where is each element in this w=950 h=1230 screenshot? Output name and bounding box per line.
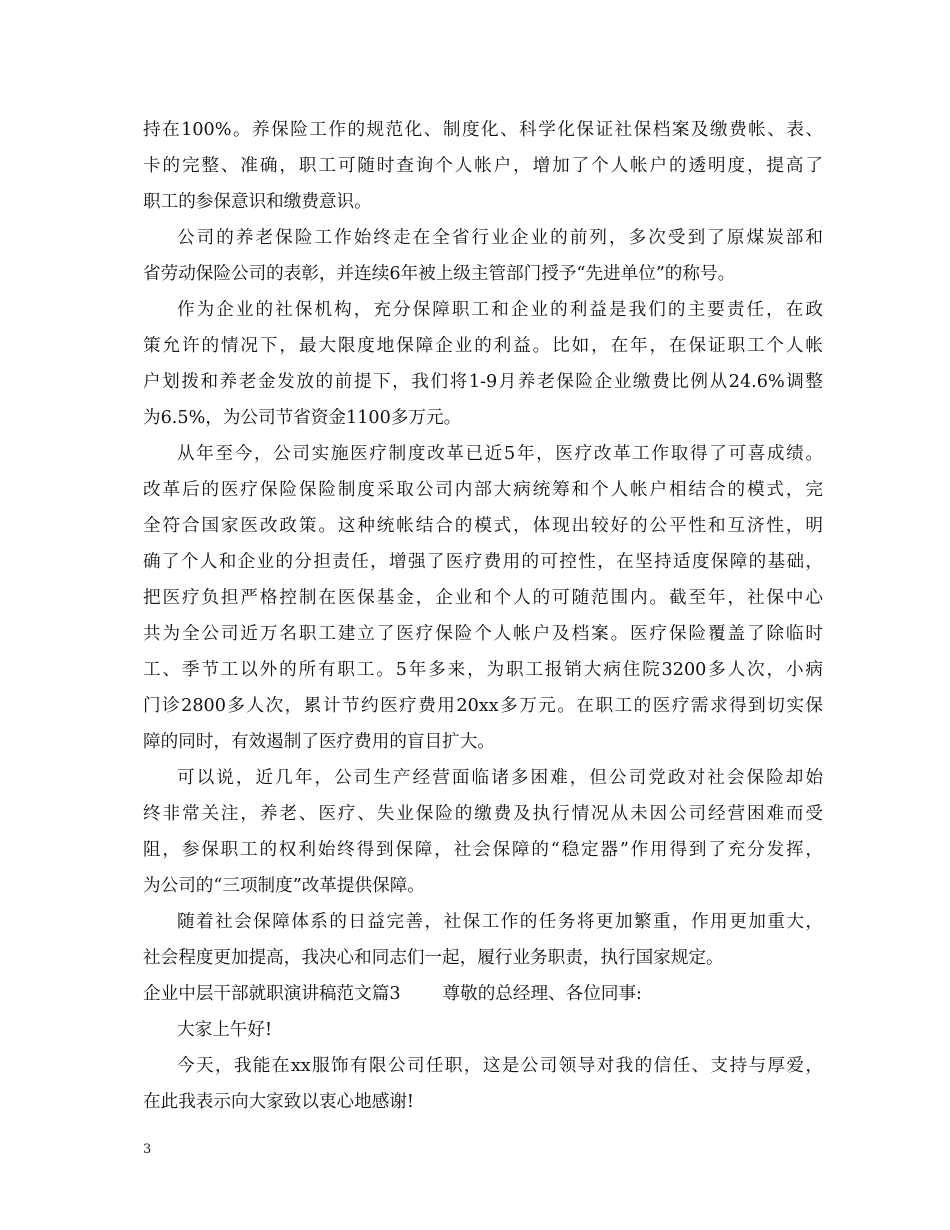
paragraph-6 [143, 904, 823, 976]
text-line: 公司的养老保险工作始终走在全省行业企业的前列，多次受到了原煤炭部和 [177, 228, 823, 248]
text-line: 全符合国家医改政策。这种统帐结合的模式，体现出较好的公平性和互济性，明 [143, 516, 823, 536]
text-line: 为公司的“三项制度”改革提供保障。 [143, 876, 425, 896]
text-line: 在此我表示向大家致以衷心地感谢! [143, 1092, 414, 1112]
greeting: 大家上午好! [177, 1020, 273, 1040]
paragraph-2 [143, 220, 823, 292]
text-line: 今天，我能在xx服饰有限公司任职，这是公司领导对我的信任、支持与厚爱， [177, 1056, 823, 1076]
text-line: 障的同时，有效遏制了医疗费用的盲目扩大。 [143, 732, 495, 752]
text-line: 户划拨和养老金发放的前提下，我们将1-9月养老保险企业缴费比例从24.6%调整 [143, 372, 823, 392]
paragraph-3 [143, 292, 823, 436]
salutation: 尊敬的总经理、各位同事: [442, 984, 642, 1004]
text-line: 共为全公司近万名职工建立了医疗保险个人帐户及档案。医疗保险覆盖了除临时 [143, 624, 823, 644]
document-page [143, 112, 823, 1120]
text-line: 省劳动保险公司的表彰，并连续6年被上级主管部门授予“先进单位”的称号。 [143, 264, 736, 284]
page-number: 3 [143, 1142, 152, 1157]
text-line: 把医疗负担严格控制在医保基金，企业和个人的可随范围内。截至年，社保中心 [143, 588, 823, 608]
article-title: 企业中层干部就职演讲稿范文篇3 [143, 984, 401, 1004]
text-line: 终非常关注，养老、医疗、失业保险的缴费及执行情况从未因公司经营困难而受 [143, 804, 823, 824]
text-line: 为6.5%，为公司节省资金1100多万元。 [143, 408, 462, 428]
text-line: 从年至今，公司实施医疗制度改革已近5年，医疗改革工作取得了可喜成绩。 [177, 444, 823, 464]
text-line: 随着社会保障体系的日益完善，社保工作的任务将更加繁重，作用更加重大， [177, 912, 823, 932]
text-line: 阻，参保职工的权利始终得到保障，社会保障的“稳定器”作用得到了充分发挥， [143, 840, 823, 860]
text-line: 工、季节工以外的所有职工。5年多来，为职工报销大病住院3200多人次，小病 [143, 660, 823, 680]
paragraph-4 [143, 436, 823, 760]
closing-paragraph [143, 1048, 823, 1120]
paragraph-1 [143, 112, 823, 220]
section-heading [143, 976, 823, 1012]
text-line: 策允许的情况下，最大限度地保障企业的利益。比如，在年，在保证职工个人帐 [143, 336, 823, 356]
text-line: 可以说，近几年，公司生产经营面临诸多困难，但公司党政对社会保险却始 [177, 768, 823, 788]
text-line: 改革后的医疗保险保险制度采取公司内部大病统筹和个人帐户相结合的模式，完 [143, 480, 823, 500]
text-line: 确了个人和企业的分担责任，增强了医疗费用的可控性，在坚持适度保障的基础， [143, 552, 823, 572]
paragraph-5 [143, 760, 823, 904]
text-line: 卡的完整、准确，职工可随时查询个人帐户，增加了个人帐户的透明度，提高了 [143, 156, 823, 176]
text-line: 持在100%。养保险工作的规范化、制度化、科学化保证社保档案及缴费帐、表、 [143, 120, 823, 140]
text-line: 作为企业的社保机构，充分保障职工和企业的利益是我们的主要责任，在政 [177, 300, 823, 320]
text-line: 职工的参保意识和缴费意识。 [143, 192, 372, 212]
text-line: 门诊2800多人次，累计节约医疗费用20xx多万元。在职工的医疗需求得到切实保 [143, 696, 823, 716]
text-line: 社会程度更加提高，我决心和同志们一起，履行业务职责，执行国家规定。 [143, 948, 724, 968]
